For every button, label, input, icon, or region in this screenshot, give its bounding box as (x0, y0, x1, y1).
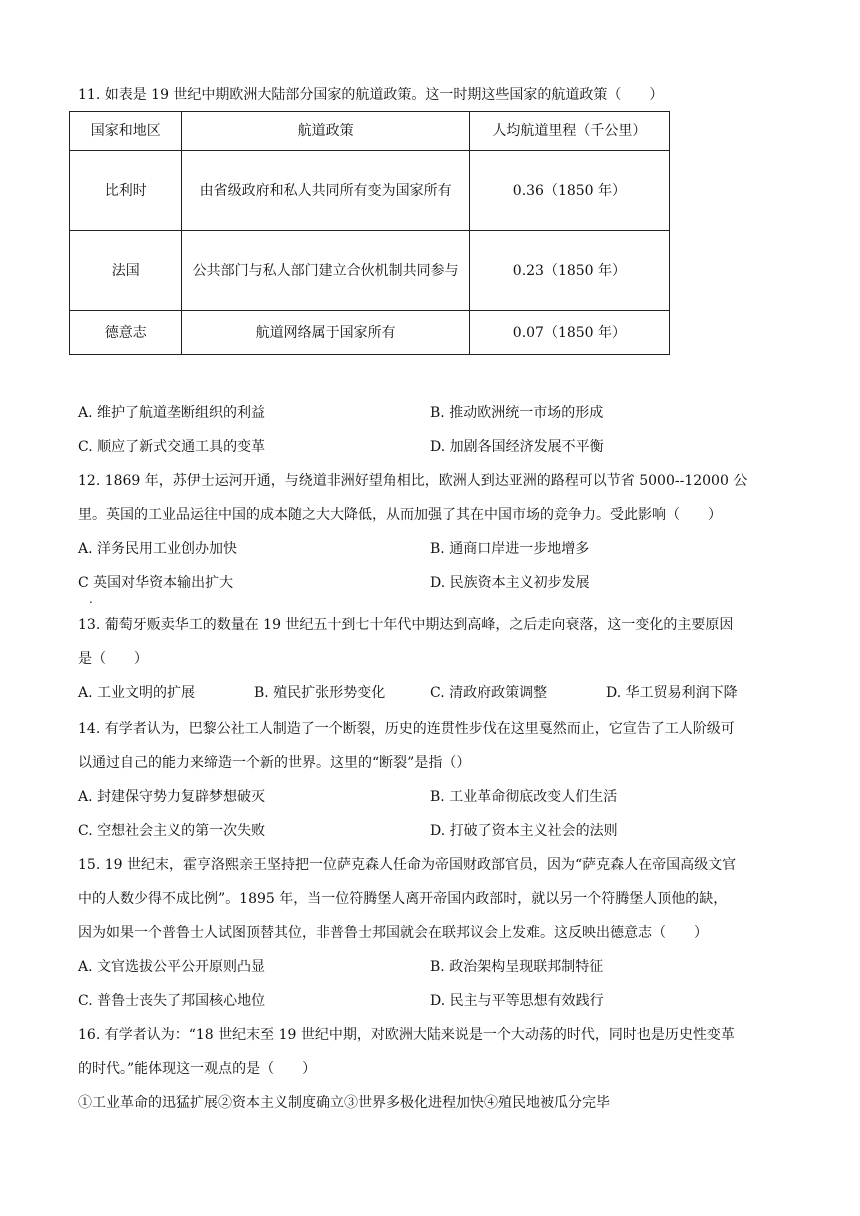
q13-option-b[interactable]: B. 殖民扩张形势变化 (254, 685, 386, 701)
q15-option-c[interactable]: C. 普鲁士丧失了邦国核心地位 (78, 993, 266, 1009)
q13-option-d[interactable]: D. 华工贸易利润下降 (606, 685, 738, 701)
q12-stem-line2: 里。英国的工业品运往中国的成本随之大大降低，从而加强了其在中国市场的竞争力。受此影响（ ） (78, 507, 722, 523)
q14-stem-line2: 以通过自己的能力来缔造一个新的世界。这里的“断裂”是指（） (78, 755, 471, 771)
q12-option-b[interactable]: B. 通商口岸进一步地增多 (430, 541, 590, 557)
q13-option-c[interactable]: C. 清政府政策调整 (430, 685, 548, 701)
table-row (70, 311, 670, 355)
q11-option-b[interactable]: B. 推动欧洲统一市场的形成 (430, 405, 604, 421)
table-cell-km: 0.23（1850 年） (469, 231, 669, 311)
q11-option-a[interactable]: A. 维护了航道垄断组织的利益 (78, 405, 266, 421)
q15-stem-line1: 15. 19 世纪末，霍亨洛熙亲王坚持把一位萨克森人任命为帝国财政部官员，因为“萨克森人在帝国高级文官 (78, 857, 737, 873)
table-header-row (70, 112, 670, 151)
q11-option-d[interactable]: D. 加剧各国经济发展不平衡 (430, 439, 604, 455)
q15-option-b[interactable]: B. 政治架构呈现联邦制特征 (430, 959, 604, 975)
q12-option-a[interactable]: A. 洋务民用工业创办加快 (78, 541, 238, 557)
stray-dot: . (89, 592, 93, 606)
q15-option-d[interactable]: D. 民主与平等思想有效践行 (430, 993, 604, 1009)
q14-option-b[interactable]: B. 工业革命彻底改变人们生活 (430, 789, 618, 805)
table-header: 国家和地区 (70, 112, 182, 151)
q15-option-a[interactable]: A. 文官选拔公平公开原则凸显 (78, 959, 266, 975)
policy-table (69, 111, 670, 355)
table-header: 人均航道里程（千公里） (469, 112, 669, 151)
q11-option-c[interactable]: C. 顺应了新式交通工具的变革 (78, 439, 266, 455)
q15-stem-line3: 因为如果一个普鲁士人试图顶替其位，非普鲁士邦国就会在联邦议会上发难。这反映出德意志（ ） (78, 925, 708, 941)
table-cell-country: 德意志 (70, 311, 182, 355)
table-header: 航道政策 (182, 112, 469, 151)
q16-stem-line2: 的时代。”能体现这一观点的是（ ） (78, 1061, 317, 1077)
table-row (70, 231, 670, 311)
q14-option-d[interactable]: D. 打破了资本主义社会的法则 (430, 823, 618, 839)
table-cell-policy: 航道网络属于国家所有 (182, 311, 469, 355)
q14-option-a[interactable]: A. 封建保守势力复辟梦想破灭 (78, 789, 266, 805)
q14-stem-line1: 14. 有学者认为，巴黎公社工人制造了一个断裂，历史的连贯性步伐在这里戛然而止，它宣告了工人阶级可 (78, 721, 735, 737)
q13-stem-line2: 是（ ） (78, 651, 148, 667)
table-row (70, 151, 670, 231)
q12-option-d[interactable]: D. 民族资本主义初步发展 (430, 575, 590, 591)
table-cell-policy: 公共部门与私人部门建立合伙机制共同参与 (182, 231, 469, 311)
table-cell-km: 0.36（1850 年） (469, 151, 669, 231)
q11-stem: 11. 如表是 19 世纪中期欧洲大陆部分国家的航道政策。这一时期这些国家的航道政策（ ） (78, 87, 664, 103)
q13-stem-line1: 13. 葡萄牙贩卖华工的数量在 19 世纪五十到七十年代中期达到高峰，之后走向衰落，这一变化的主要原因 (78, 617, 734, 633)
q12-option-c[interactable]: C 英国对华资本输出扩大 (78, 575, 234, 591)
q12-stem-line1: 12. 1869 年，苏伊士运河开通，与绕道非洲好望角相比，欧洲人到达亚洲的路程可以节省 5000--12000 公 (78, 473, 748, 489)
q16-stem-line1: 16. 有学者认为：“18 世纪末至 19 世纪中期，对欧洲大陆来说是一个大动荡的时代，同时也是历史性变革 (78, 1027, 735, 1043)
q15-stem-line2: 中的人数少得不成比例”。1895 年，当一位符腾堡人离开帝国内政部时，就以另一个符腾堡人顶他的缺， (78, 891, 728, 907)
table-cell-country: 法国 (70, 231, 182, 311)
table-cell-country: 比利时 (70, 151, 182, 231)
q16-statements: ①工业革命的迅猛扩展②资本主义制度确立③世界多极化进程加快④殖民地被瓜分完毕 (78, 1095, 610, 1111)
q13-option-a[interactable]: A. 工业文明的扩展 (78, 685, 196, 701)
table-cell-policy: 由省级政府和私人共同所有变为国家所有 (182, 151, 469, 231)
table-cell-km: 0.07（1850 年） (469, 311, 669, 355)
q14-option-c[interactable]: C. 空想社会主义的第一次失败 (78, 823, 266, 839)
